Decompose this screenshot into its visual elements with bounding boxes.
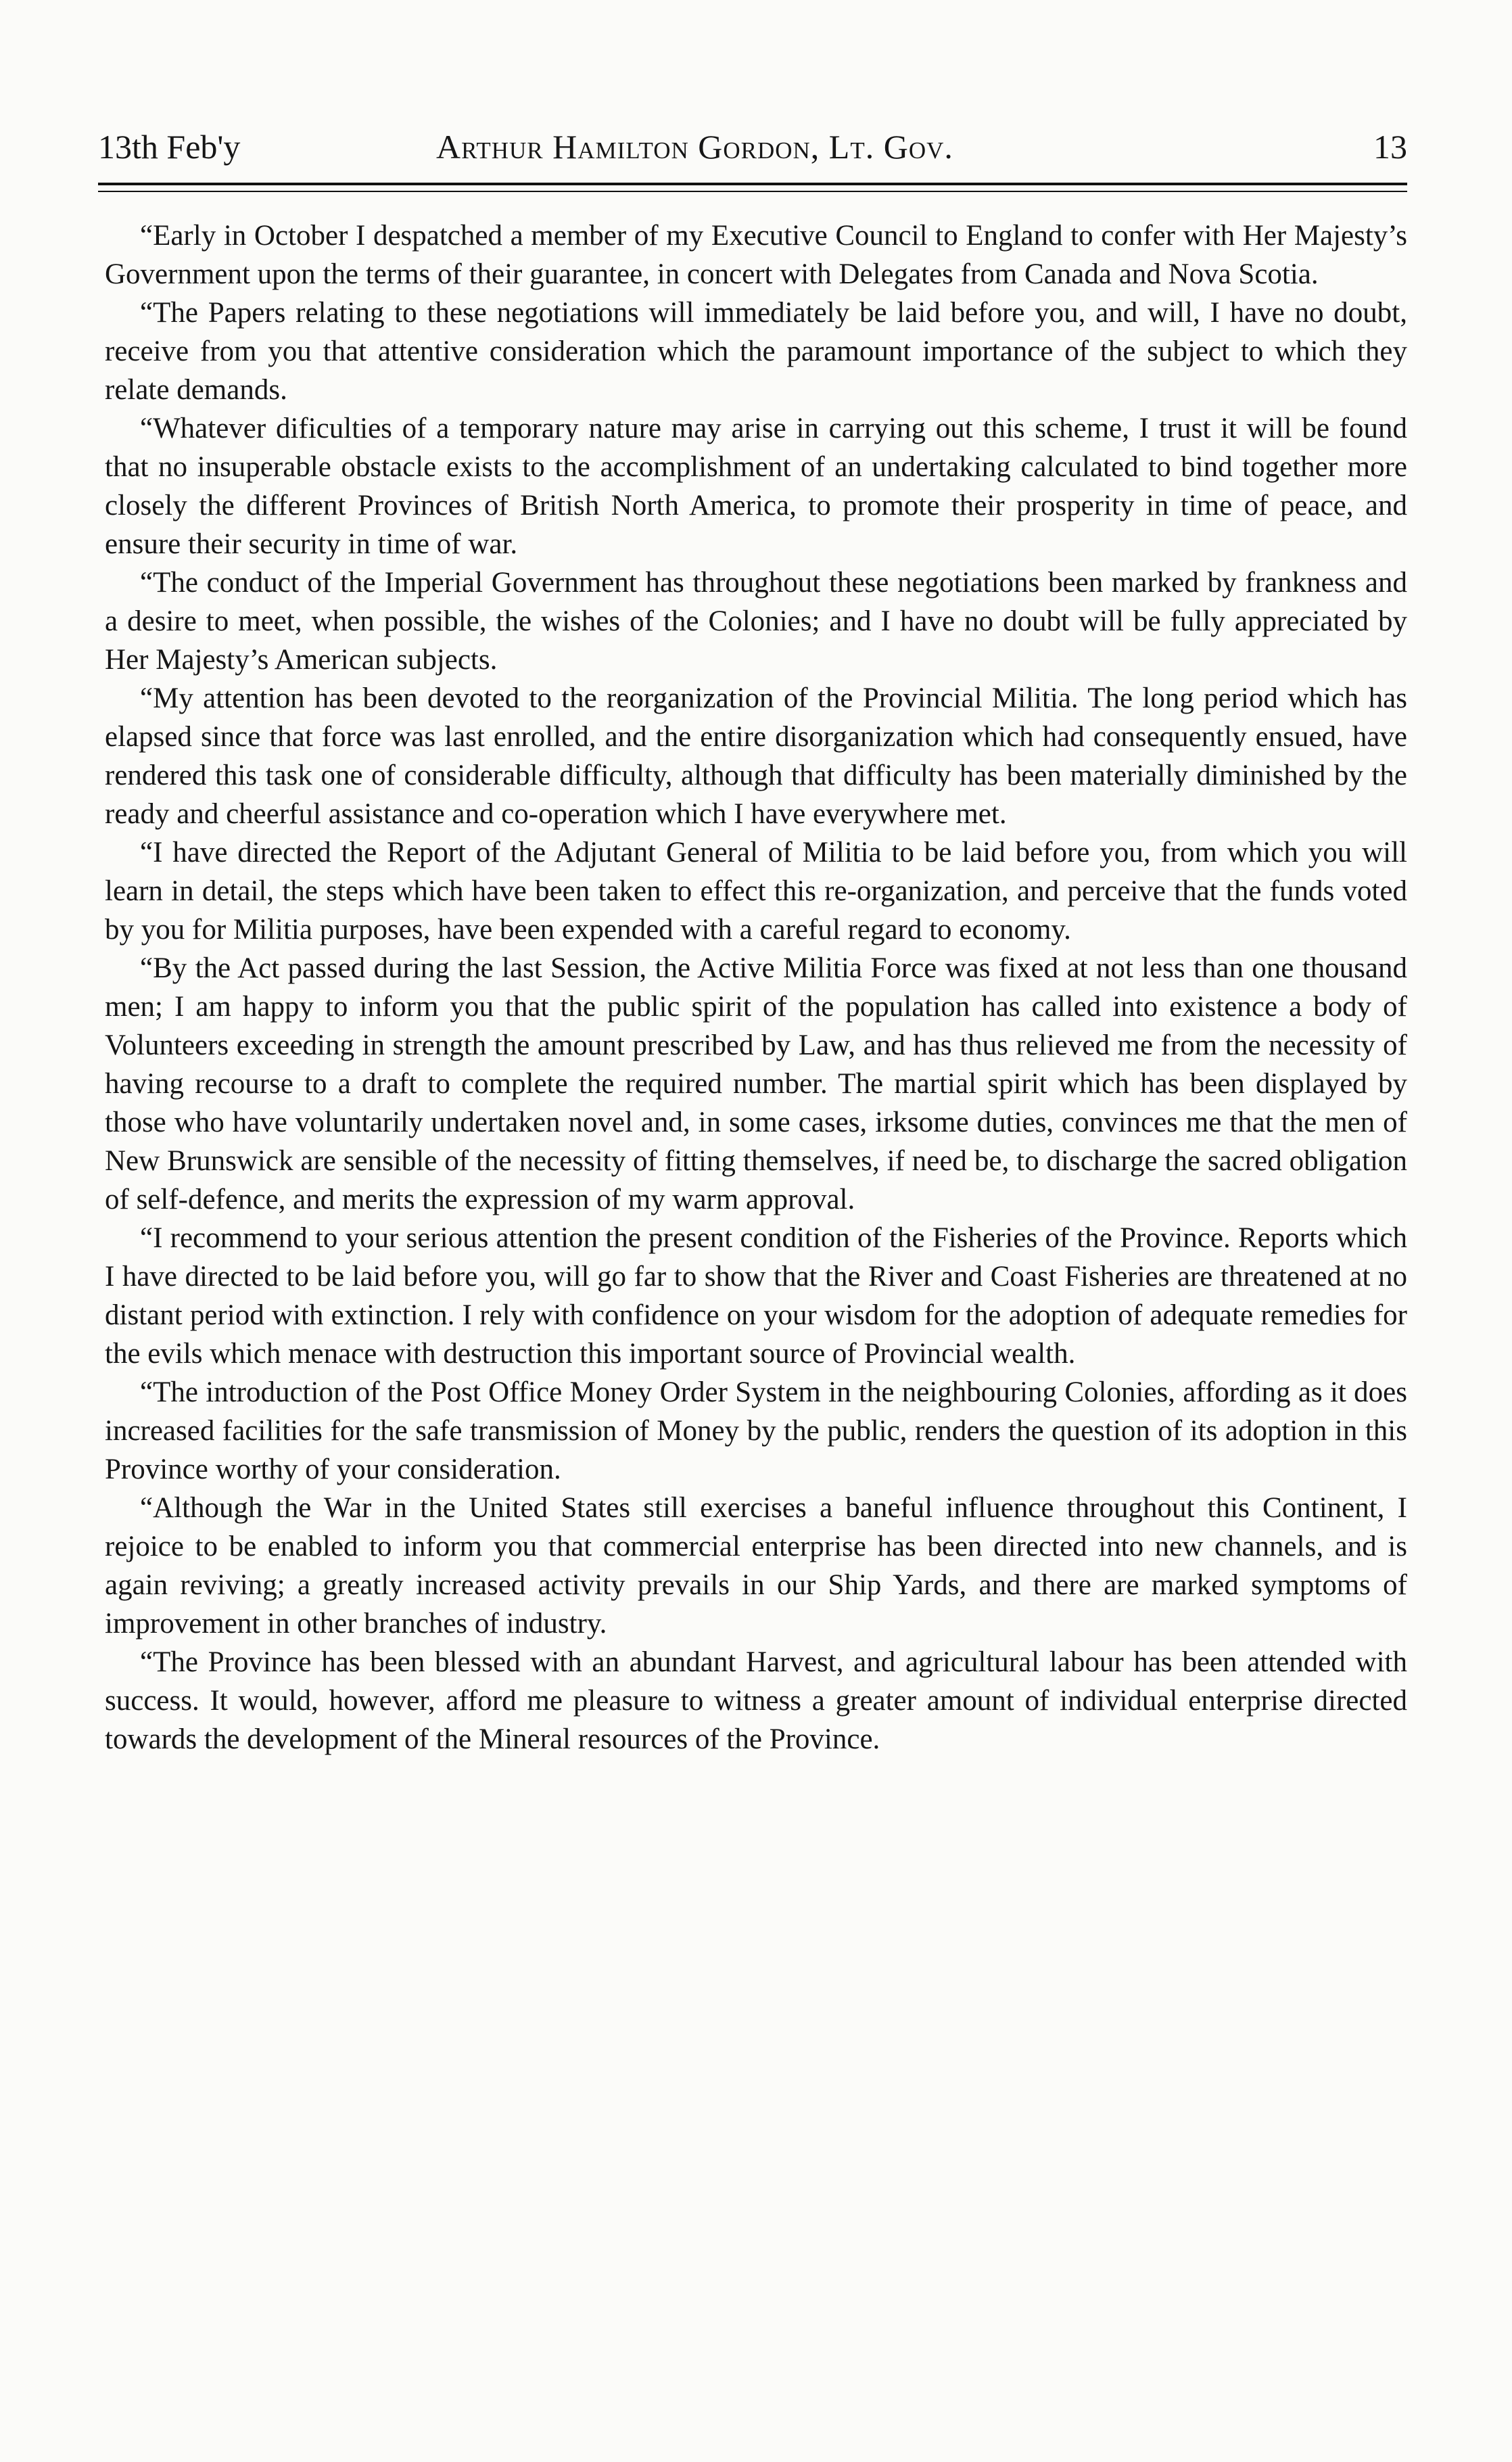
body-text <box>105 216 1407 1759</box>
header-date: 13th Feb'y <box>98 128 241 166</box>
paragraph: “My attention has been devoted to the reorganization of the Provincial Militia. The long period which has elapsed since that force was last enrolled, and the entire disorganization which had consequently ensued, have rendered this task one of considerable difficulty, although that difficulty has been materially diminished by the ready and cheerful assistance and co-operation which I have everywhere met. <box>105 682 1407 830</box>
header-rule-thick <box>98 183 1407 185</box>
paragraph: “I have directed the Report of the Adjutant General of Militia to be laid before you, from which you will learn in detail, the steps which have been taken to effect this re-organization, and perceive that the funds voted by you for Militia purposes, have been expended with a careful regard to economy. <box>105 837 1407 946</box>
paragraph: “The Province has been blessed with an abundant Harvest, and agricultural labour has been attended with success. It would, however, afford me pleasure to witness a greater amount of individual enterprise directed towards the development of the Mineral resources of the Province. <box>105 1646 1407 1755</box>
paragraph: “I recommend to your serious attention the present condition of the Fisheries of the Province. Reports which I have directed to be laid before you, will go far to show that the River and Coast Fisheries are threatened at no distant period with extinction. I rely with confidence on your wisdom for the adoption of adequate remedies for the evils which menace with destruction this important source of Provincial wealth. <box>105 1222 1407 1370</box>
paragraph: “The introduction of the Post Office Money Order System in the neighbouring Colonies, affording as it does increased facilities for the safe transmission of Money by the public, renders the question of its adoption in this Province worthy of your consideration. <box>105 1376 1407 1485</box>
page-number: 13 <box>1373 128 1407 166</box>
paragraph: “The Papers relating to these negotiations will immediately be laid before you, and will, I have no doubt, receive from you that attentive consideration which the paramount importance of the subject to which they relate demands. <box>105 297 1407 406</box>
paragraph: “The conduct of the Imperial Government has throughout these negotiations been marked by frankness and a desire to meet, when possible, the wishes of the Colonies; and I have no doubt will be fully appreciated by Her Majesty’s American subjects. <box>105 567 1407 676</box>
paragraph: “By the Act passed during the last Session, the Active Militia Force was fixed at not less than one thousand men; I am happy to inform you that the public spirit of the population has called into existence a body of Volunteers exceeding in strength the amount prescribed by Law, and has thus relieved me from the necessity of having recourse to a draft to complete the required number. The martial spirit which has been displayed by those who have voluntarily undertaken novel and, in some cases, irksome duties, convinces me that the men of New Brunswick are sensible of the necessity of fitting themselves, if need be, to discharge the sacred obligation of self-defence, and merits the expression of my warm approval. <box>105 952 1407 1215</box>
paragraph: “Although the War in the United States still exercises a baneful influence throughout this Continent, I rejoice to be enabled to inform you that commercial enterprise has been directed into new channels, and is again reviving; a greatly increased activity prevails in our Ship Yards, and there are marked symptoms of improvement in other branches of industry. <box>105 1492 1407 1640</box>
running-head <box>98 122 1407 172</box>
header-title: Arthur Hamilton Gordon, Lt. Gov. <box>436 128 953 166</box>
header-rule-thin <box>98 191 1407 192</box>
paragraph: “Whatever dificulties of a temporary nature may arise in carrying out this scheme, I trust it will be found that no insuperable obstacle exists to the accomplishment of an undertaking calculated to bind together more closely the different Provinces of British North America, to promote their prosperity in time of peace, and ensure their security in time of war. <box>105 413 1407 560</box>
paragraph: “Early in October I despatched a member of my Executive Council to England to confer with Her Majesty’s Government upon the terms of their guarantee, in concert with Delegates from Canada and Nova Scotia. <box>105 220 1407 290</box>
